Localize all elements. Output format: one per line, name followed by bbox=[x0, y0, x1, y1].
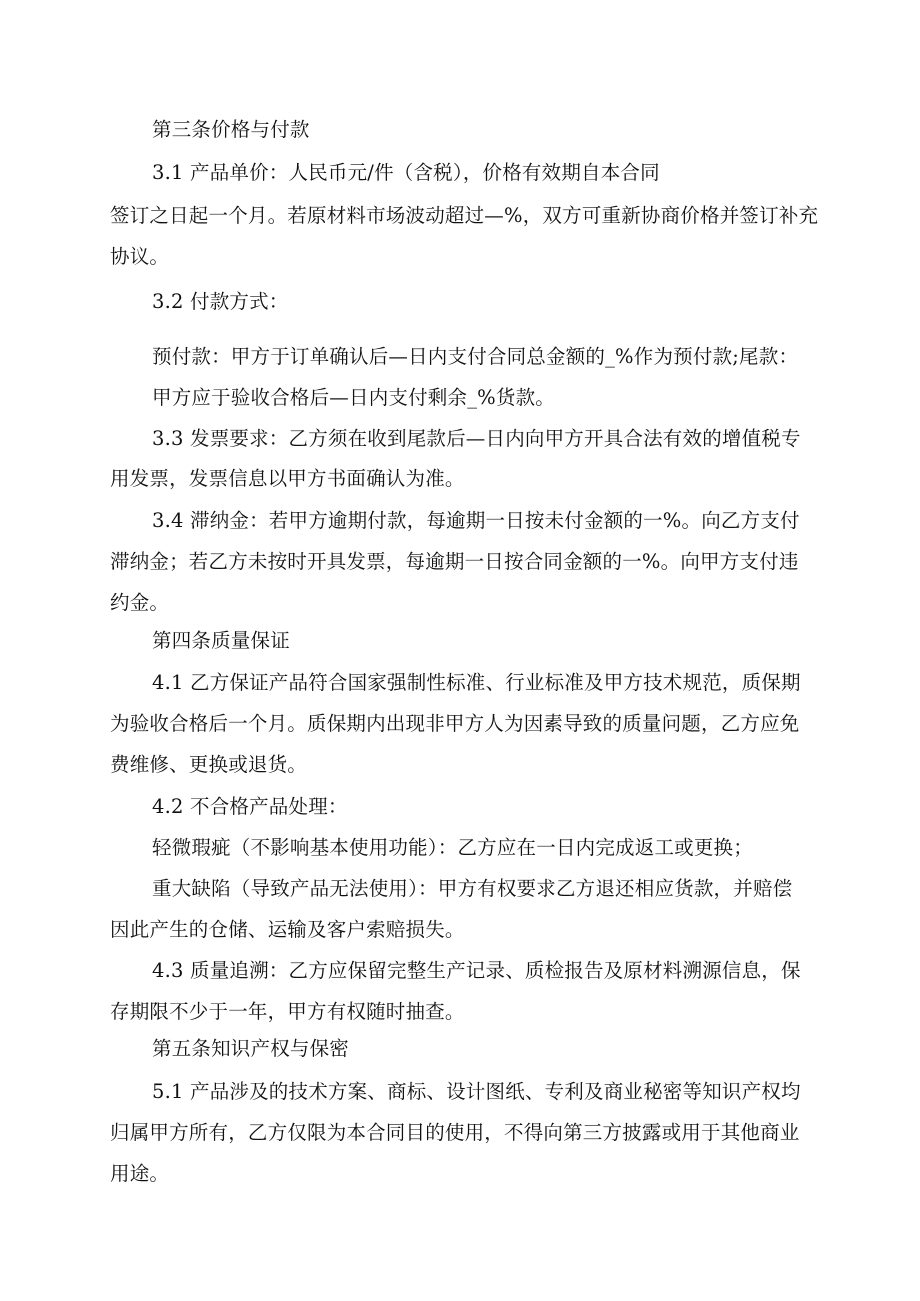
clause-5-1-text: 产品涉及的技术方案、商标、设计图纸、专利及商业秘密等知识产权均 bbox=[190, 1080, 801, 1103]
clause-3-4-line-2: 滞纳金；若乙方未按时开具发票，每逾期一日按合同金额的一%。向甲方支付违 bbox=[110, 550, 799, 573]
section-3-heading: 第三条价格与付款 bbox=[152, 118, 310, 141]
clause-3-2-line-1 bbox=[152, 290, 289, 314]
clause-3-4-line-3: 约金。 bbox=[110, 591, 170, 614]
clause-3-1-number: 3.1 bbox=[152, 161, 184, 184]
clause-4-3-line-2: 存期限不少于一年，甲方有权随时抽查。 bbox=[110, 1000, 465, 1023]
section-4-heading: 第四条质量保证 bbox=[152, 629, 290, 652]
clause-3-1-line-1 bbox=[152, 161, 660, 185]
clause-5-1-line-3: 用途。 bbox=[110, 1162, 170, 1185]
clause-3-2-prepay-line-2: 甲方应于验收合格后—日内支付剩余_%货款。 bbox=[152, 386, 555, 409]
clause-4-3-number: 4.3 bbox=[152, 959, 184, 982]
clause-3-2-number: 3.2 bbox=[152, 290, 184, 313]
clause-4-1-number: 4.1 bbox=[152, 671, 184, 694]
clause-3-2-title: 付款方式： bbox=[190, 290, 289, 313]
clause-4-1-line-3: 费维修、更换或退货。 bbox=[110, 753, 308, 776]
clause-3-3-text: 发票要求：乙方须在收到尾款后—日内向甲方开具合法有效的增值税专 bbox=[190, 427, 801, 450]
clause-3-3-number: 3.3 bbox=[152, 427, 184, 450]
clause-4-3-text: 质量追溯：乙方应保留完整生产记录、质检报告及原材料溯源信息，保 bbox=[190, 959, 801, 982]
section-5-heading: 第五条知识产权与保密 bbox=[152, 1037, 350, 1060]
clause-4-2-major-defect-line-1: 重大缺陷（导致产品无法使用）：甲方有权要求乙方退还相应货款，并赔偿 bbox=[152, 877, 793, 900]
clause-3-4-line-1 bbox=[152, 509, 800, 533]
clause-3-3-line-2: 用发票，发票信息以甲方书面确认为准。 bbox=[110, 467, 465, 490]
clause-4-2-major-defect-line-2: 因此产生的仓储、运输及客户索赔损失。 bbox=[110, 918, 465, 941]
clause-4-2-line-1 bbox=[152, 795, 348, 819]
clause-4-2-minor-defect: 轻微瑕疵（不影响基本使用功能）：乙方应在一日内完成返工或更换； bbox=[152, 836, 753, 859]
clause-3-1-line-3: 协议。 bbox=[110, 245, 170, 268]
clause-5-1-line-1 bbox=[152, 1080, 801, 1104]
clause-4-2-number: 4.2 bbox=[152, 795, 184, 818]
clause-3-4-number: 3.4 bbox=[152, 509, 184, 532]
clause-4-1-text: 乙方保证产品符合国家强制性标准、行业标准及甲方技术规范，质保期 bbox=[190, 671, 801, 694]
clause-3-2-prepay-line-1: 预付款：甲方于订单确认后—日内支付合同总金额的_%作为预付款;尾款： bbox=[152, 345, 799, 368]
clause-5-1-number: 5.1 bbox=[152, 1080, 184, 1103]
clause-3-1-text: 产品单价：人民币元/件（含税），价格有效期自本合同 bbox=[190, 161, 660, 184]
clause-4-2-title: 不合格产品处理： bbox=[190, 795, 348, 818]
clause-4-1-line-1 bbox=[152, 671, 801, 695]
clause-3-4-text: 滞纳金：若甲方逾期付款，每逾期一日按未付金额的一%。向乙方支付 bbox=[190, 509, 800, 532]
clause-4-1-line-2: 为验收合格后一个月。质保期内出现非甲方人为因素导致的质量问题，乙方应免 bbox=[110, 712, 800, 735]
clause-3-3-line-1 bbox=[152, 427, 801, 451]
clause-4-3-line-1 bbox=[152, 959, 801, 983]
clause-3-1-line-2: 签订之日起一个月。若原材料市场波动超过—%，双方可重新协商价格并签订补充 bbox=[110, 204, 819, 227]
clause-5-1-line-2: 归属甲方所有，乙方仅限为本合同目的使用，不得向第三方披露或用于其他商业 bbox=[110, 1121, 800, 1144]
